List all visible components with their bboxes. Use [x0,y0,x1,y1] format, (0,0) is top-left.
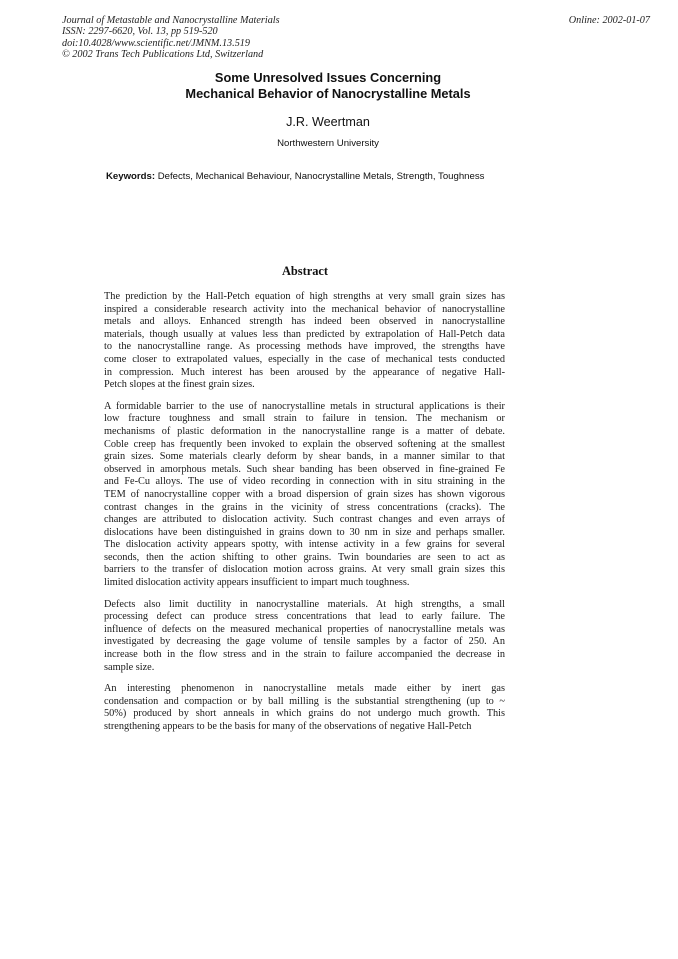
abstract-paragraph [104,401,505,590]
abstract-paragraph [104,683,505,733]
text-line: observed in amorphous metals. Such shear banding has been observed in fine-grained Fe [104,463,505,475]
text-line: changes are attributed to dislocation activity. Such contrast changes and even arrays of [104,514,505,526]
journal-name: Journal of Metastable and Nanocrystalline Materials [62,15,280,26]
paper-title-line-2: Mechanical Behavior of Nanocrystalline Metals [185,86,471,101]
text-line: dislocations have been distinguished in grains down to 30 nm in size and perhaps smaller. [104,526,505,538]
text-line: Defects also limit ductility in nanocrystalline materials. At high strengths, a small [104,598,505,610]
text-line: to the nanocrystalline range. As processing methods have improved, the strengths have [104,341,505,353]
keywords-line [106,171,484,182]
text-line: processing defect can produce stress concentrations that lead to early failure. The [104,611,505,623]
text-line: investigated by decreasing the gage volume of tensile samples by a factor of 250. An [104,636,505,648]
affiliation: Northwestern University [277,138,379,149]
online-date: Online: 2002-01-07 [568,15,650,26]
text-line: and Fe-Cu alloys. The use of video recording in connection with in situ straining in the [104,476,505,488]
issn-line: ISSN: 2297-6620, Vol. 13, pp 519-520 [62,26,218,38]
keywords-label: Keywords: [106,171,156,182]
text-line: mechanisms of plastic deformation in the nanocrystalline range is a matter of debate. [104,425,505,437]
text-line: inspired a considerable research activity into the mechanical behavior of nanocrystalline [104,303,505,315]
abstract-paragraph [104,291,505,392]
text-line: influence of defects on the measured mechanical properties of nanocrystalline metals was [104,623,505,635]
author-name: J.R. Weertman [286,115,370,129]
text-line: Coble creep has frequently been invoked to explain the observed softening at the smallest [104,438,505,450]
abstract-heading: Abstract [281,264,329,278]
text-line: condensation and compaction or by ball milling is the substantial strengthening (up to ~ [104,695,505,707]
text-line: materials, though usually at values less than predicted by extrapolation of Hall-Petch data [104,328,505,340]
text-line: Petch slopes at the finest grain sizes. [104,379,255,391]
abstract-body [104,291,505,743]
doi-line: doi:10.4028/www.scientific.net/JMNM.13.519 [62,37,250,49]
text-line: contrast changes in the grains in the vicinity of stress concentrations (cracks). The [104,501,505,513]
text-line: seconds, then the action shifting to other grains. Twin boundaries are seen to act as [104,551,505,563]
keywords-list: Defects, Mechanical Behaviour, Nanocrystalline Metals, Strength, Toughness [157,171,485,182]
paper-title [0,70,656,102]
text-line: An interesting phenomenon in nanocrystalline metals made either by inert gas [104,683,505,695]
text-line: in compression. Much interest has been aroused by the appearance of negative Hall- [104,366,505,378]
paper-title-line-1: Some Unresolved Issues Concerning [214,70,442,85]
abstract-paragraph [104,599,505,675]
text-line: come closer to extrapolated values, especially in the case of mechanical tests conducted [104,353,505,365]
text-line: The prediction by the Hall-Petch equation of high strengths at very small grain sizes has [104,291,505,302]
text-line: TEM of nanocrystalline copper with a broad dispersion of grain sizes has shown vigorous [104,488,505,500]
text-line: barriers to the transfer of dislocation motion across grains. At very small grain sizes this [104,564,505,576]
text-line: strengthening appears to be the basis for many of the observations of negative Hall-Petch [104,721,472,732]
text-line: increase both in the flow stress and in the strain to failure accompanied the decrease in [104,649,505,661]
copyright-line: © 2002 Trans Tech Publications Ltd, Switzerland [62,49,264,61]
text-line: metals and alloys. Enhanced strength has indeed been observed in nanocrystalline [104,316,505,328]
text-line: The dislocation activity appears spotty, with intense activity in a few grains for several [104,539,505,551]
text-line: low fracture toughness and small strain to failure in tension. The mechanism or [104,413,505,425]
text-line: grain sizes. Some materials clearly deform by shear bands, in a manner similar to that [104,451,505,463]
text-line: A formidable barrier to the use of nanocrystalline metals in structural applications is their [104,400,505,412]
text-line: sample size. [104,661,155,673]
text-line: limited dislocation activity appears insufficient to impart much toughness. [104,577,410,589]
text-line: 50%) produced by short anneals in which grains do not undergo much growth. This [104,708,505,720]
journal-header [62,15,280,61]
